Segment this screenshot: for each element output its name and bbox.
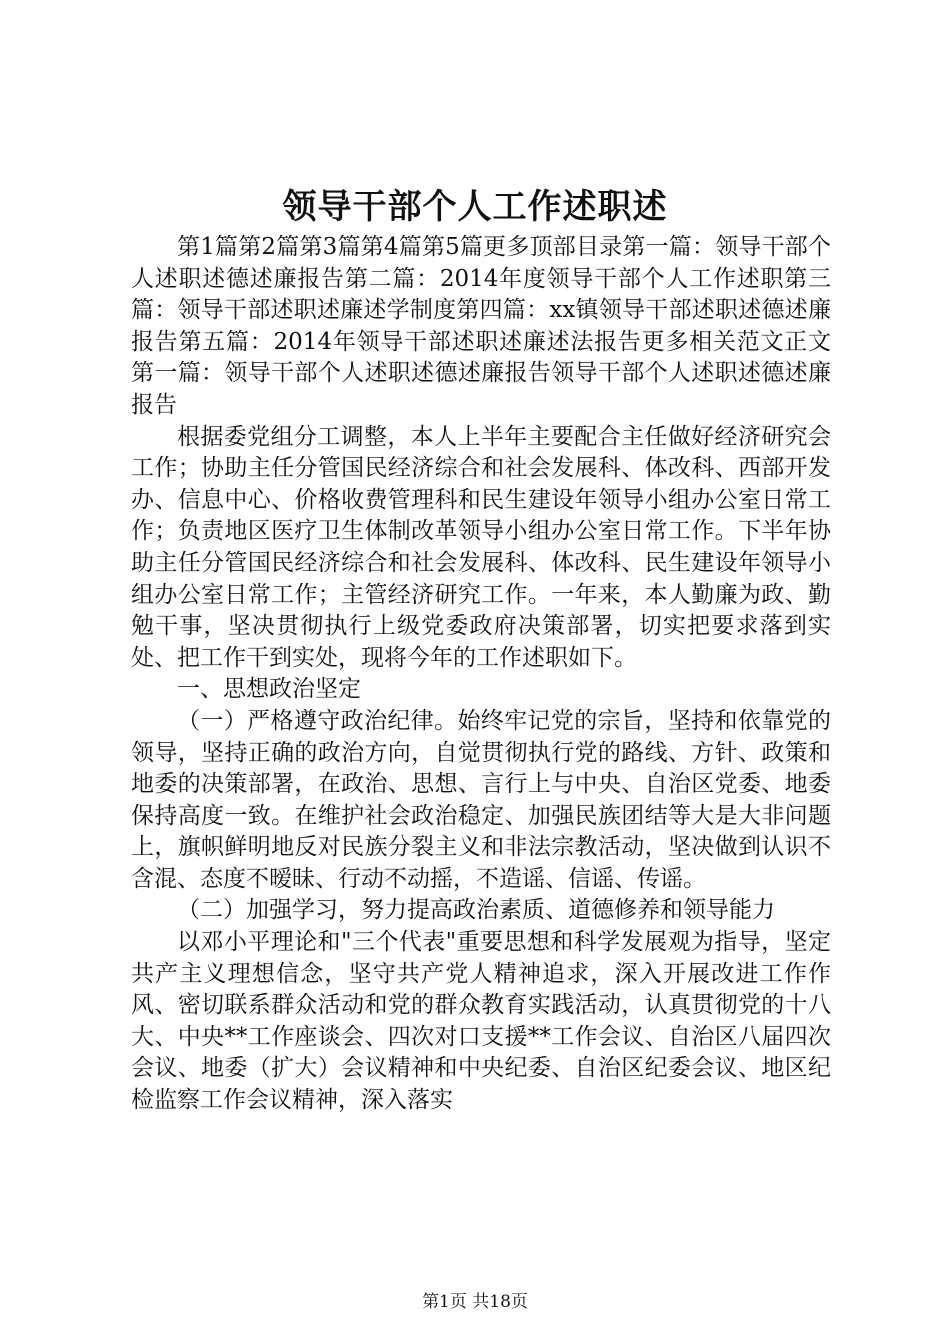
paragraph-political-discipline: （一）严格遵守政治纪律。始终牢记党的宗旨，坚持和依靠党的领导，坚持正确的政治方向，自觉贯彻执行党的路线、方针、政策和地委的决策部署，在政治、思想、言行上与中央、自治区党委、地委保持高度一致。在维护社会政治稳定、加强民族团结等大是大非问题上，旗帜鲜明地反对民族分裂主义和非法宗教活动，坚决做到认识不含混、态度不暧昧、行动不动摇，不造谣、信谣、传谣。: [131, 707, 831, 892]
paragraph-table-of-contents: 第1篇第2篇第3篇第4篇第5篇更多顶部目录第一篇：领导干部个人述职述德述廉报告第二篇：2014年度领导干部个人工作述职第三篇：领导干部述职述廉述学制度第四篇：xx镇领导干部述职述德述廉报告第五篇：2014年领导干部述职述廉述法报告更多相关范文正文第一篇：领导干部个人述职述德述廉报告领导干部个人述职述德述廉报告: [131, 234, 831, 418]
paragraph-intro: 根据委党组分工调整，本人上半年主要配合主任做好经济研究会工作；协助主任分管国民经济综合和社会发展科、体改科、西部开发办、信息中心、价格收费管理科和民生建设年领导小组办公室日常工作；负责地区医疗卫生体制改革领导小组办公室日常工作。下半年协助主任分管国民经济综合和社会发展科、体改科、民生建设年领导小组办公室日常工作；主管经济研究工作。一年来，本人勤廉为政、勤勉干事，坚决贯彻执行上级党委政府决策部署，切实把要求落到实处、把工作干到实处，现将今年的工作述职如下。: [131, 423, 831, 671]
document-body: [131, 232, 831, 1117]
page-number-footer: 第1页 共18页: [422, 1292, 528, 1312]
paragraph-study: 以邓小平理论和"三个代表"重要思想和科学发展观为指导，坚定共产主义理想信念，坚守共产党人精神追求，深入开展改进工作作风、密切联系群众活动和党的群众教育实践活动，认真贯彻党的十八大、中央**工作座谈会、四次对口支援**工作会议、自治区八届四次会议、地委（扩大）会议精神和中央纪委、自治区纪委会议、地区纪检监察工作会议精神，深入落实: [131, 929, 831, 1114]
subsection-heading-study: （二）加强学习，努力提高政治素质、道德修养和领导能力: [177, 897, 775, 924]
section-heading-political: 一、思想政治坚定: [177, 676, 361, 703]
document-title: 领导干部个人工作述职述: [282, 187, 668, 227]
